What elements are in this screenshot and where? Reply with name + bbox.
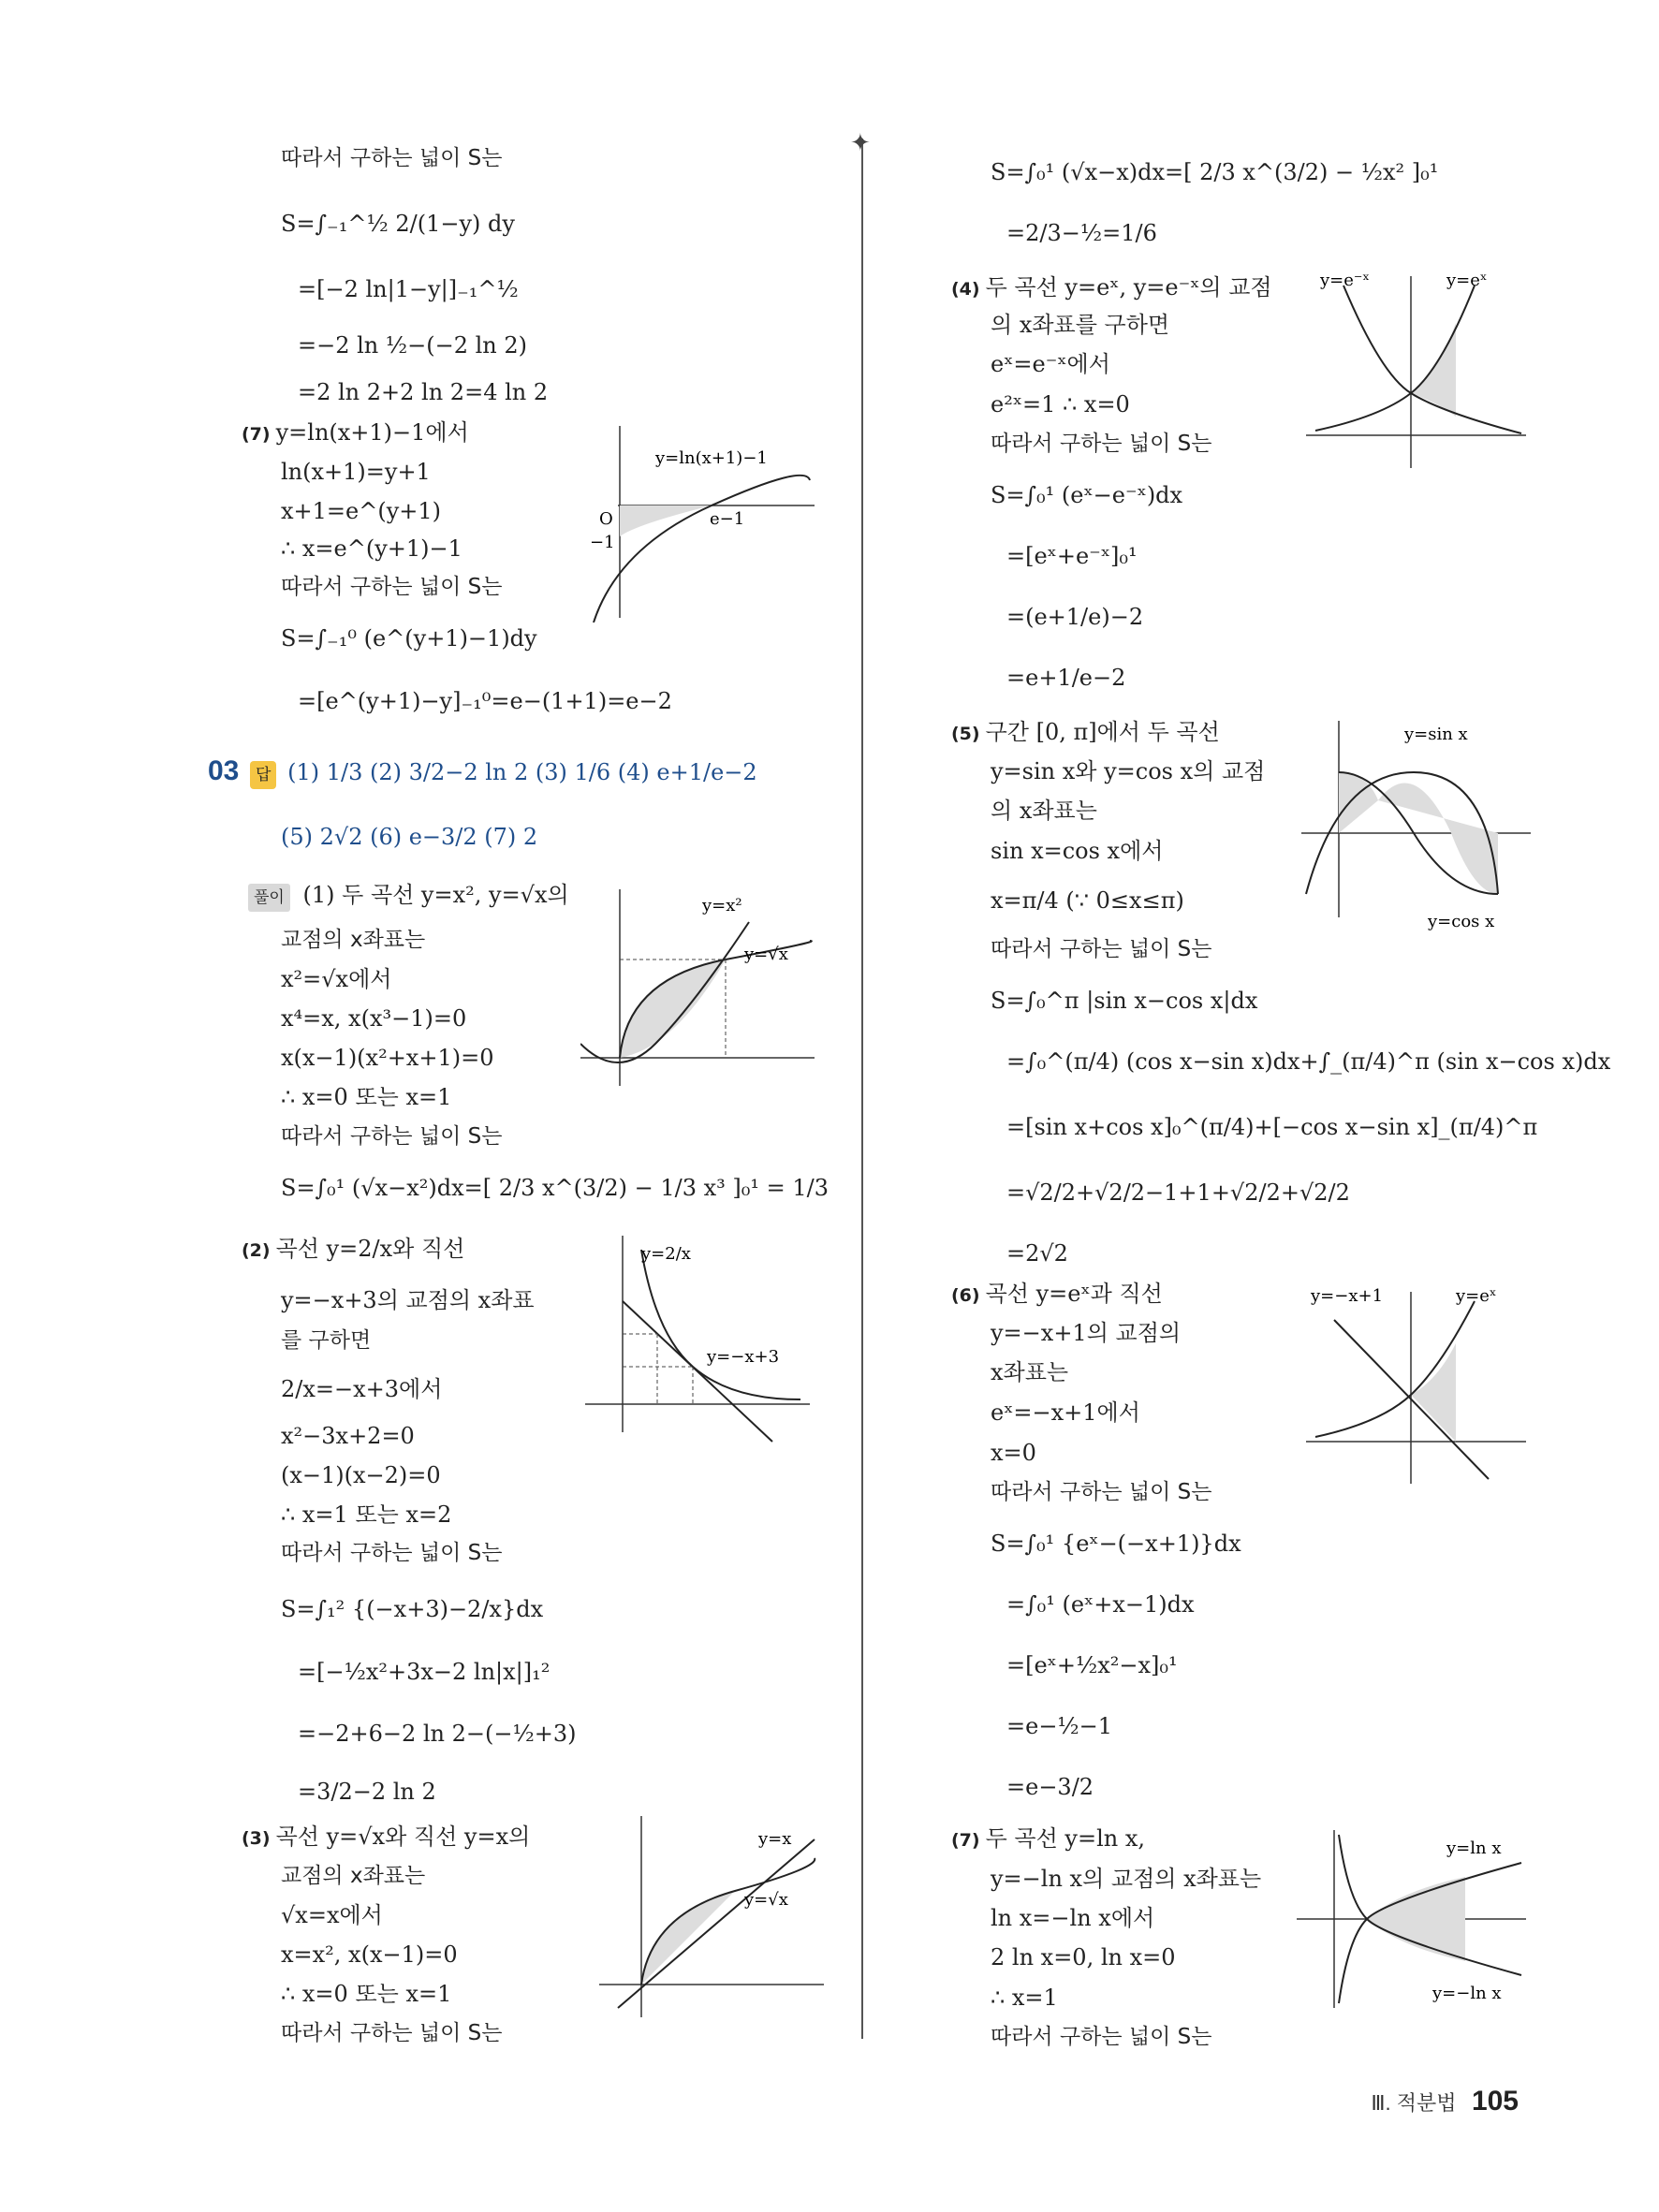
- right-line: [991, 1359, 1068, 1385]
- left-line: [281, 1596, 543, 1622]
- right-line: [1006, 665, 1125, 691]
- line-text: S=∫₀^π |sin x−cos x|dx: [991, 988, 1258, 1014]
- line-text: ln(x+1)=y+1: [281, 459, 431, 485]
- left-line: [281, 1045, 493, 1071]
- right-line: [991, 988, 1257, 1014]
- solution-first-line: (1) 두 곡선 y=x², y=√x의: [302, 882, 569, 908]
- right-line: [991, 758, 1265, 784]
- right-line: [1006, 1774, 1094, 1800]
- graph-ln-x-plus-1: [580, 417, 815, 623]
- left-line: [281, 574, 503, 600]
- right-line: [991, 351, 1110, 377]
- page-number: 105: [1471, 2086, 1519, 2117]
- line-text: =[−½x²+3x−2 ln|x|]₁²: [298, 1659, 551, 1685]
- left-line: [281, 145, 503, 171]
- page-footer: [1371, 2086, 1519, 2117]
- line-text: =e−½−1: [1006, 1713, 1113, 1739]
- line-text: 의 x좌표는: [991, 798, 1097, 824]
- label-sin: y=sin x: [1404, 725, 1468, 744]
- line-text: 2/x=−x+3에서: [281, 1376, 443, 1402]
- line-text: 따라서 구하는 넓이 S는: [281, 575, 503, 599]
- left-line: [281, 459, 431, 485]
- left-line: [298, 688, 672, 714]
- label-y-neg-x-3: y=−x+3: [707, 1347, 780, 1367]
- right-line: [991, 1440, 1036, 1466]
- line-text: S=∫₋₁^½ 2/(1−y) dy: [281, 211, 515, 237]
- left-line: [281, 1327, 371, 1354]
- right-line: [951, 719, 1220, 747]
- left-line: [281, 1502, 451, 1528]
- right-line: [951, 1825, 1145, 1853]
- line-text: 곡선 y=√x와 직선 y=x의: [275, 1824, 531, 1850]
- line-text: =∫₀¹ (eˣ+x−1)dx: [1006, 1591, 1195, 1618]
- line-text: y=−x+3의 교점의 x좌표: [281, 1287, 535, 1313]
- line-text: =e+1/e−2: [1006, 665, 1126, 691]
- left-line: [281, 625, 537, 652]
- label-y-2x: y=2/x: [641, 1244, 691, 1264]
- right-line: [991, 1531, 1241, 1557]
- line-text: x=0: [991, 1440, 1036, 1466]
- right-line: [1006, 1713, 1112, 1739]
- graph-tick-neg1: −1: [590, 533, 615, 552]
- left-line: [281, 927, 425, 953]
- line-text: 를 구하면: [281, 1328, 372, 1353]
- line-text: y=sin x와 y=cos x의 교점: [991, 758, 1266, 784]
- left-line: [281, 535, 462, 562]
- line-text: √x=x에서: [281, 1902, 383, 1928]
- left-line: [242, 419, 469, 447]
- left-line: [242, 1824, 530, 1852]
- line-text: y=ln(x+1)−1에서: [275, 419, 469, 446]
- right-line: [991, 391, 1130, 417]
- label-ln-x: y=ln x: [1446, 1838, 1502, 1858]
- line-text: 따라서 구하는 넓이 S는: [991, 1480, 1212, 1504]
- graph-origin: O: [599, 509, 613, 529]
- line-text: x²−3x+2=0: [281, 1423, 415, 1449]
- label-cos: y=cos x: [1428, 912, 1495, 931]
- label-y-x: y=x: [758, 1829, 792, 1849]
- left-line: [281, 1084, 451, 1110]
- left-line: [281, 211, 515, 237]
- line-text: ln x=−ln x에서: [991, 1905, 1155, 1931]
- right-line: [991, 1944, 1176, 1970]
- line-text: eˣ=e⁻ˣ에서: [991, 351, 1110, 377]
- right-line: [1006, 1652, 1178, 1678]
- right-line: [1006, 1114, 1537, 1140]
- left-line: [298, 332, 527, 359]
- graph-ln: [1297, 1825, 1531, 2013]
- line-text: x좌표는: [991, 1359, 1069, 1385]
- left-line: [281, 1287, 535, 1313]
- right-line: [991, 482, 1182, 508]
- line-text: =3/2−2 ln 2: [298, 1779, 436, 1805]
- left-line: [281, 498, 441, 524]
- item-label: (2): [242, 1240, 271, 1261]
- line-text: =[e^(y+1)−y]₋₁⁰=e−(1+1)=e−2: [298, 688, 672, 714]
- item-label: (5): [951, 724, 980, 744]
- line-text: 따라서 구하는 넓이 S는: [281, 2021, 503, 2045]
- left-line: [298, 276, 519, 302]
- answer-row-1: [208, 755, 757, 789]
- line-text: 곡선 y=2/x와 직선: [275, 1236, 465, 1262]
- left-line: [281, 1863, 425, 1889]
- graph-exp: [1306, 267, 1531, 473]
- right-line: [1006, 1179, 1350, 1206]
- right-line: [951, 1281, 1163, 1309]
- left-line: [281, 966, 391, 992]
- line-text: =[−2 ln|1−y|]₋₁^½: [298, 276, 519, 302]
- solution-start: [248, 882, 569, 912]
- right-line: [1006, 220, 1157, 246]
- line-text: S=∫₁² {(−x+3)−2/x}dx: [281, 1596, 544, 1622]
- graph-x-sqrtx: [599, 1811, 824, 2027]
- graph-2x-line: [585, 1231, 819, 1446]
- graph-ex-line: [1306, 1282, 1531, 1488]
- label-neg-ln-x: y=−ln x: [1432, 1984, 1502, 2003]
- line-text: ∴ x=0 또는 x=1: [281, 1084, 452, 1110]
- line-text: =[sin x+cos x]₀^(π/4)+[−cos x−sin x]_(π/4)^π: [1006, 1114, 1538, 1140]
- right-line: [991, 1479, 1212, 1505]
- right-line: [991, 159, 1438, 185]
- line-text: 곡선 y=eˣ과 직선: [985, 1281, 1163, 1307]
- left-line: [281, 1902, 383, 1928]
- line-text: ∴ x=0 또는 x=1: [281, 1981, 452, 2007]
- label-y-x2: y=x²: [702, 896, 742, 916]
- left-line: [281, 1376, 442, 1402]
- right-line: [991, 936, 1212, 962]
- line-text: x=π/4 (∵ 0≤x≤π): [991, 887, 1184, 914]
- right-line: [951, 274, 1272, 302]
- right-line: [991, 1320, 1181, 1346]
- answer-badge: 답: [250, 761, 276, 789]
- right-line: [991, 312, 1169, 338]
- line-text: =2 ln 2+2 ln 2=4 ln 2: [298, 379, 549, 405]
- line-text: ∴ x=1 또는 x=2: [281, 1502, 452, 1528]
- right-line: [991, 431, 1212, 457]
- graph-x2-sqrtx: [580, 885, 815, 1091]
- right-line: [1006, 1048, 1610, 1075]
- line-text: x²=√x에서: [281, 966, 392, 992]
- right-line: [991, 1399, 1140, 1426]
- left-line: [298, 1779, 436, 1805]
- line-text: S=∫₀¹ {eˣ−(−x+1)}dx: [991, 1531, 1241, 1557]
- left-line: [281, 1123, 503, 1150]
- label-e-x-6: y=eˣ: [1456, 1286, 1497, 1306]
- left-line: [242, 1236, 464, 1264]
- left-line: [281, 2020, 503, 2046]
- label-y-sqrtx-3: y=√x: [744, 1890, 788, 1910]
- right-line: [991, 1985, 1058, 2011]
- line-text: y=−x+1의 교점의: [991, 1320, 1182, 1346]
- left-line: [281, 1423, 415, 1449]
- line-text: =−2 ln ½−(−2 ln 2): [298, 332, 528, 359]
- line-text: e²ˣ=1 ∴ x=0: [991, 391, 1130, 417]
- right-line: [991, 887, 1184, 914]
- line-text: =√2/2+√2/2−1+1+√2/2+√2/2: [1006, 1179, 1350, 1206]
- line-text: sin x=cos x에서: [991, 838, 1164, 864]
- right-line: [1006, 604, 1143, 630]
- line-text: 따라서 구하는 넓이 S는: [281, 146, 503, 170]
- line-text: S=∫₀¹ (√x−x²)dx=[ 2/3 x^(3/2) − 1/3 x³ ]₀¹ = 1/3: [281, 1175, 829, 1201]
- line-text: eˣ=−x+1에서: [991, 1399, 1140, 1426]
- right-line: [991, 798, 1097, 824]
- line-text: 따라서 구하는 넓이 S는: [991, 432, 1212, 456]
- graph-tick-e-1: e−1: [710, 509, 745, 529]
- chapter-label: Ⅲ. 적분법: [1371, 2091, 1457, 2115]
- right-line: [991, 2024, 1212, 2050]
- line-text: =∫₀^(π/4) (cos x−sin x)dx+∫_(π/4)^π (sin x−cos x)dx: [1006, 1048, 1611, 1075]
- line-text: 따라서 구하는 넓이 S는: [281, 1124, 503, 1149]
- line-text: 구간 [0, π]에서 두 곡선: [985, 719, 1220, 745]
- line-text: ∴ x=1: [991, 1985, 1058, 2011]
- left-line: [298, 379, 548, 405]
- left-line: [281, 1981, 451, 2007]
- left-line: [298, 1721, 577, 1747]
- line-text: 2 ln x=0, ln x=0: [991, 1944, 1176, 1970]
- line-text: x+1=e^(y+1): [281, 498, 441, 524]
- line-text: 두 곡선 y=ln x,: [985, 1825, 1145, 1852]
- line-text: 교점의 x좌표는: [281, 1864, 426, 1888]
- line-text: y=−ln x의 교점의 x좌표는: [991, 1866, 1262, 1892]
- line-text: 의 x좌표를 구하면: [991, 312, 1170, 338]
- line-text: =e−3/2: [1006, 1774, 1094, 1800]
- column-divider: [861, 139, 863, 2039]
- item-label: (7): [951, 1830, 980, 1851]
- label-e-x: y=eˣ: [1446, 271, 1488, 290]
- left-line: [281, 1540, 503, 1566]
- line-text: 따라서 구하는 넓이 S는: [991, 937, 1212, 961]
- right-line: [1006, 1240, 1068, 1267]
- item-label: (6): [951, 1285, 980, 1306]
- line-text: =−2+6−2 ln 2−(−½+3): [298, 1721, 577, 1747]
- line-text: =2√2: [1006, 1240, 1068, 1267]
- solution-badge: 풀이: [248, 884, 290, 912]
- right-line: [991, 1905, 1154, 1931]
- label-e-neg-x: y=e⁻ˣ: [1320, 271, 1371, 290]
- line-text: S=∫₀¹ (√x−x)dx=[ 2/3 x^(3/2) − ½x² ]₀¹: [991, 159, 1439, 185]
- item-label: (7): [242, 424, 271, 445]
- graph-sin-cos: [1301, 716, 1535, 931]
- divider-arrow-icon: ✦: [850, 129, 871, 157]
- left-line: [298, 1659, 550, 1685]
- line-text: =[eˣ+e⁻ˣ]₀¹: [1006, 543, 1138, 569]
- line-text: 두 곡선 y=eˣ, y=e⁻ˣ의 교점: [985, 274, 1272, 300]
- line-text: ∴ x=e^(y+1)−1: [281, 535, 462, 562]
- line-text: 따라서 구하는 넓이 S는: [281, 1541, 503, 1565]
- line-text: S=∫₋₁⁰ (e^(y+1)−1)dy: [281, 625, 537, 652]
- right-line: [991, 1866, 1261, 1892]
- problem-number: 03: [208, 755, 240, 786]
- graph-curve-label: y=ln(x+1)−1: [655, 448, 768, 468]
- line-text: x=x², x(x−1)=0: [281, 1941, 458, 1968]
- line-text: =2/3−½=1/6: [1006, 220, 1157, 246]
- answer-list-1: (1) 1/3 (2) 3/2−2 ln 2 (3) 1/6 (4) e+1/e−2: [287, 759, 757, 785]
- answer-row-2: (5) 2√2 (6) e−3/2 (7) 2: [281, 824, 538, 850]
- line-text: 따라서 구하는 넓이 S는: [991, 2025, 1212, 2049]
- line-text: S=∫₀¹ (eˣ−e⁻ˣ)dx: [991, 482, 1183, 508]
- line-text: (x−1)(x−2)=0: [281, 1462, 441, 1488]
- right-line: [991, 838, 1163, 864]
- line-text: 교점의 x좌표는: [281, 928, 426, 952]
- label-neg-x-1: y=−x+1: [1311, 1286, 1384, 1306]
- line-text: =[eˣ+½x²−x]₀¹: [1006, 1652, 1178, 1678]
- right-line: [1006, 1591, 1195, 1618]
- item-label: (3): [242, 1828, 271, 1849]
- item-label: (4): [951, 279, 980, 300]
- line-text: x⁴=x, x(x³−1)=0: [281, 1005, 467, 1032]
- line-text: =(e+1/e)−2: [1006, 604, 1144, 630]
- left-line: [281, 1175, 829, 1201]
- label-y-sqrtx: y=√x: [744, 945, 788, 964]
- left-line: [281, 1941, 458, 1968]
- line-text: x(x−1)(x²+x+1)=0: [281, 1045, 494, 1071]
- right-line: [1006, 543, 1138, 569]
- left-line: [281, 1005, 466, 1032]
- left-line: [281, 1462, 441, 1488]
